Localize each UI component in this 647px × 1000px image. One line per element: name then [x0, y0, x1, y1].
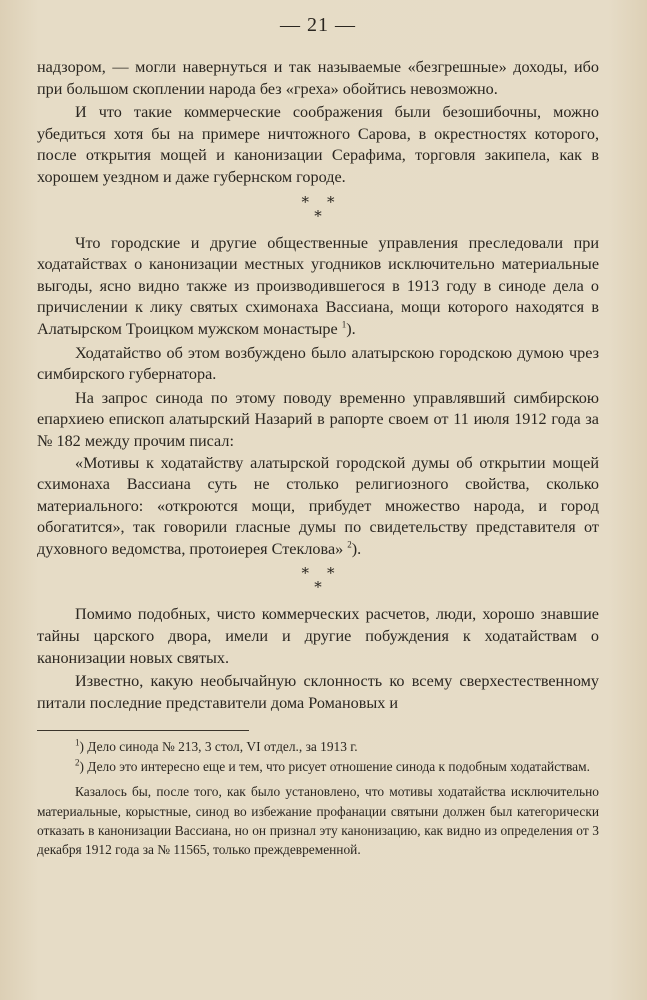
- footnote-rule: [37, 730, 249, 731]
- paragraph-text: Что городские и другие общественные управления преследовали при ходатайствах о канонизации местных угодников исключительно материальные выгоды, ясно видно также из производившегося в 1913 году в синоде дела о причислении к лику святых схимонаха Вассиана, мощи которого находятся в Алатырском Троицком мужском монастыре: [37, 233, 599, 338]
- section-separator: [37, 564, 599, 597]
- footnote-mark: 2: [75, 757, 80, 768]
- page-number: — 21 —: [280, 14, 356, 36]
- footnote-ref: 1: [341, 319, 347, 330]
- asterism-bottom: *: [314, 206, 322, 225]
- footnotes: [37, 737, 599, 859]
- paragraph: Помимо подобных, чисто коммерческих расчетов, люди, хорошо знавшие тайны царского двора, имели и другие побуждения к ходатайствам о канонизации новых святых.: [37, 605, 599, 667]
- footnote: [37, 737, 599, 756]
- footnote-ref: 2: [347, 539, 352, 550]
- footnote-ref-tail: ).: [346, 319, 356, 338]
- main-text: [37, 57, 599, 714]
- footnote-text: ) Дело синода № 213, 3 стол, VI отдел., за 1913 г.: [79, 739, 358, 755]
- paragraph: На запрос синода по этому поводу временно управлявший симбирскою епархиею епископ алатырский Назарий в рапорте своем от 11 июля 1912 года за № 182 между прочим писал:: [37, 388, 599, 450]
- quotation: [37, 453, 599, 561]
- paragraph: Известно, какую необычайную склонность ко всему сверхестественному питали последние представители дома Романовых и: [37, 672, 599, 712]
- paragraph: И что такие коммерческие соображения были безошибочны, можно убедиться хотя бы на примере ничтожного Сарова, в окрестностях которого, после открытия мощей и канонизации Серафима, торговля закипела, как в хорошем уездном и даже губернском городе.: [37, 103, 599, 186]
- footnote-continuation: Казалось бы, после того, как было установлено, что мотивы ходатайства исключительно материальные, корыстные, синод во избежание профанации святыни должен был категорически отказать в канонизации Вассиана, но он признал эту канонизацию, как видно из определения от 3 декабря 1912 года за № 11565, только преждевременной.: [37, 784, 599, 858]
- footnote-text: ) Дело это интересно еще и тем, что рисует отношение синода к подобным ходатайствам.: [79, 758, 590, 774]
- quotation-text: «Мотивы к ходатайству алатырской городской думы об открытии мощей схимонаха Вассиана суть не столько религиозного свойства, сколько материального: «откроются мощи, прибудет множество народа, и город обогатится», так говорили гласные думы по свидетельству представителя от духовного ведомства, протоиерея Стеклова»: [37, 453, 599, 558]
- paragraph: надзором, — могли навернуться и так называемые «безгрешные» доходы, ибо при большом скоплении народа без «греха» обойтись невозможно.: [37, 58, 599, 98]
- footnote-mark: 1: [75, 737, 80, 748]
- section-separator: [37, 192, 599, 225]
- asterism-top: **: [301, 564, 353, 583]
- asterism-bottom: *: [314, 578, 322, 597]
- footnote: [37, 757, 599, 776]
- footnote-ref-tail: ).: [351, 539, 362, 558]
- asterism-top: **: [301, 192, 353, 211]
- paragraph: Ходатайство об этом возбуждено было алатырскою городскою думою чрез симбирского губернатора.: [37, 343, 599, 384]
- paragraph: [37, 233, 599, 341]
